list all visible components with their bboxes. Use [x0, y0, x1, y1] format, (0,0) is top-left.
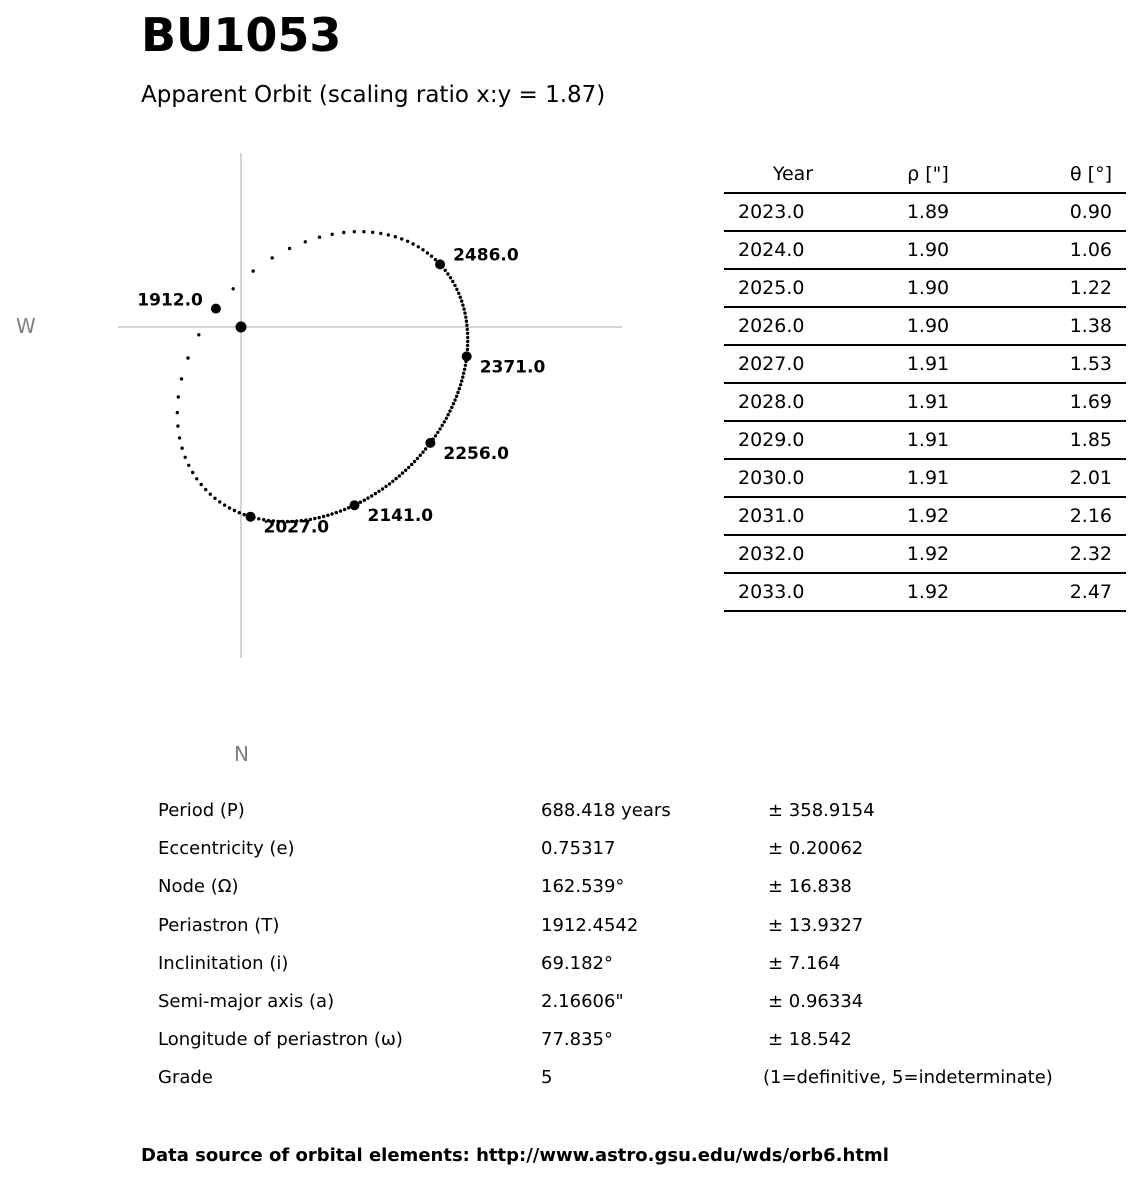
element-row: [158, 947, 1118, 985]
orbit-point: [460, 299, 463, 302]
table-row: [724, 459, 1126, 497]
orbit-point: [463, 368, 466, 371]
table-row: [724, 573, 1126, 611]
table-row: [724, 497, 1126, 535]
table-row: [724, 269, 1126, 307]
element-name: Longitude of periastron (ω): [158, 1029, 403, 1051]
element-value: 5: [541, 1067, 553, 1089]
orbit-point: [401, 471, 404, 474]
epoch-label: 1912.0: [137, 290, 203, 311]
element-value: 688.418 years: [541, 800, 671, 821]
cell-rho: 1.92: [906, 581, 950, 603]
cell-rho: 1.90: [906, 277, 950, 299]
orbit-point: [370, 494, 373, 497]
orbit-point: [400, 237, 403, 240]
orbit-point: [232, 287, 235, 290]
orbit-point: [434, 258, 437, 261]
orbit-point: [257, 517, 260, 520]
cell-rho: 1.90: [906, 239, 950, 261]
orbit-point: [394, 477, 397, 480]
cell-rho: 1.91: [906, 467, 950, 489]
cell-rho: 1.89: [906, 201, 950, 223]
orbit-point: [461, 375, 464, 378]
table-row: [724, 231, 1126, 269]
table-row: [724, 193, 1126, 231]
orbit-point: [218, 500, 221, 503]
orbit-point: [243, 513, 246, 516]
orbit-point: [384, 485, 387, 488]
cell-year: 2025.0: [738, 277, 805, 299]
orbit-point: [331, 233, 334, 236]
orbit-point: [288, 247, 291, 250]
cell-year: 2026.0: [738, 315, 805, 337]
epoch-marker: [435, 259, 445, 269]
cell-rho: 1.90: [906, 315, 950, 337]
orbit-point: [374, 492, 377, 495]
orbit-point: [404, 469, 407, 472]
header-year: Year: [772, 163, 814, 185]
epoch-marker: [211, 304, 221, 314]
orbit-point: [388, 482, 391, 485]
orbit-point: [419, 454, 422, 457]
orbit-path: [176, 230, 470, 523]
north-label: N: [234, 742, 249, 766]
element-row: [158, 794, 1118, 832]
orbit-point: [464, 364, 467, 367]
table-row: [724, 535, 1126, 573]
orbit-point: [394, 235, 397, 238]
orbit-point: [180, 447, 183, 450]
orbit-point: [233, 509, 236, 512]
cell-year: 2028.0: [738, 391, 805, 413]
orbit-point: [464, 316, 467, 319]
element-error: ± 7.164: [768, 952, 841, 974]
cell-theta: 1.69: [1069, 391, 1112, 413]
orbit-point: [457, 292, 460, 295]
orbit-point: [343, 508, 346, 511]
ephemeris-header-row: [724, 156, 1126, 193]
orbit-point: [416, 457, 419, 460]
orbit-point: [187, 464, 190, 467]
orbit-point: [228, 506, 231, 509]
orbit-point: [339, 509, 342, 512]
epoch-label: 2371.0: [479, 357, 546, 378]
orbit-point: [326, 514, 329, 517]
orbit-point: [459, 296, 462, 299]
orbit-point: [426, 251, 429, 254]
orbit-point: [406, 240, 409, 243]
orbit-point: [453, 284, 456, 287]
orbit-point: [176, 411, 179, 414]
epoch-label: 2141.0: [367, 506, 434, 527]
header-rho: ρ ["]: [907, 163, 949, 185]
orbit-point: [421, 248, 424, 251]
table-row: [724, 345, 1126, 383]
cell-rho: 1.92: [906, 505, 950, 527]
element-row: [158, 909, 1118, 947]
orbit-point: [411, 242, 414, 245]
orbit-point: [436, 431, 439, 434]
orbit-point: [379, 232, 382, 235]
orbit-point: [466, 328, 469, 331]
orbit-point: [446, 272, 449, 275]
orbit-point: [455, 288, 458, 291]
header-theta: θ [°]: [1070, 163, 1112, 185]
data-source-note: Data source of orbital elements: http://www.astro.gsu.edu/wds/orb6.html: [141, 1145, 889, 1166]
orbit-point: [452, 402, 455, 405]
orbit-point: [449, 276, 452, 279]
orbit-point: [195, 477, 198, 480]
orbit-plot: [0, 140, 720, 780]
orbit-point: [180, 377, 183, 380]
orbit-point: [318, 236, 321, 239]
epoch-label: 2027.0: [263, 517, 330, 538]
orbit-point: [213, 497, 216, 500]
orbit-point: [271, 256, 274, 259]
orbit-point: [460, 379, 463, 382]
element-name: Inclinitation (i): [158, 952, 289, 974]
table-row: [724, 383, 1126, 421]
orbit-point: [200, 483, 203, 486]
element-value: 69.182°: [541, 952, 613, 974]
orbit-point: [462, 372, 465, 375]
orbit-point: [448, 409, 451, 412]
page-subtitle: Apparent Orbit (scaling ratio x:y = 1.87): [141, 82, 606, 108]
orbit-point: [421, 451, 424, 454]
orbit-point: [177, 395, 180, 398]
orbit-point: [330, 512, 333, 515]
orbit-point: [456, 391, 459, 394]
orbit-point: [209, 493, 212, 496]
element-value: 77.835°: [541, 1029, 613, 1051]
element-error: ± 0.96334: [768, 990, 864, 1012]
orbit-point: [466, 344, 469, 347]
orbit-point: [466, 336, 469, 339]
orbit-point: [465, 320, 468, 323]
element-row: [158, 870, 1118, 908]
cell-year: 2027.0: [738, 353, 805, 375]
cell-year: 2033.0: [738, 581, 805, 603]
orbit-point: [441, 424, 444, 427]
orbit-point: [410, 463, 413, 466]
cell-year: 2031.0: [738, 505, 805, 527]
orbit-point: [176, 424, 179, 427]
orbit-point: [443, 420, 446, 423]
orbit-point: [391, 480, 394, 483]
orbit-point: [430, 255, 433, 258]
epoch-marker: [462, 351, 472, 361]
element-error: ± 358.9154: [768, 800, 875, 821]
cell-theta: 2.16: [1069, 505, 1112, 527]
element-name: Eccentricity (e): [158, 838, 295, 860]
epoch-label: 2486.0: [453, 245, 519, 266]
cell-theta: 2.47: [1069, 581, 1112, 603]
orbit-point: [461, 303, 464, 306]
orbit-point: [304, 240, 307, 243]
epoch-marker: [246, 512, 256, 522]
ephemeris-table: [724, 156, 1126, 612]
orbit-point: [445, 417, 448, 420]
orbit-point: [186, 356, 189, 359]
element-error: ± 16.838: [768, 876, 852, 898]
element-name: Node (Ω): [158, 876, 239, 898]
element-name: Grade: [158, 1067, 213, 1089]
cell-year: 2032.0: [738, 543, 805, 565]
element-value: 2.16606": [541, 990, 624, 1012]
orbit-point: [197, 333, 200, 336]
orbit-point: [413, 460, 416, 463]
orbit-point: [434, 434, 437, 437]
orbit-point: [450, 406, 453, 409]
cell-year: 2029.0: [738, 429, 805, 451]
orbit-point: [191, 471, 194, 474]
orbit-point: [417, 245, 420, 248]
element-name: Semi-major axis (a): [158, 990, 335, 1012]
cell-theta: 1.53: [1069, 353, 1112, 375]
orbit-point: [466, 340, 469, 343]
orbit-point: [335, 511, 338, 514]
orbit-point: [455, 395, 458, 398]
orbital-elements: [158, 794, 1118, 1100]
cell-theta: 1.22: [1069, 277, 1112, 299]
element-row: [158, 1023, 1118, 1061]
element-error: ± 0.20062: [768, 838, 864, 860]
cell-theta: 2.32: [1069, 543, 1112, 565]
orbit-point: [466, 332, 469, 335]
epoch-label: 2256.0: [443, 443, 510, 464]
orbit-point: [363, 499, 366, 502]
orbit-point: [178, 436, 181, 439]
cell-theta: 1.85: [1069, 429, 1112, 451]
orbit-point: [407, 466, 410, 469]
element-error: ± 13.9327: [768, 914, 864, 936]
orbit-point: [458, 387, 461, 390]
cell-year: 2024.0: [738, 239, 805, 261]
element-value: 1912.4542: [541, 914, 639, 936]
cell-theta: 1.38: [1069, 315, 1112, 337]
orbit-point: [459, 383, 462, 386]
element-name: Periastron (T): [158, 914, 280, 936]
orbit-point: [223, 503, 226, 506]
page-title: BU1053: [141, 8, 342, 62]
element-row: [158, 1061, 1118, 1099]
orbit-point: [353, 230, 356, 233]
cell-theta: 0.90: [1069, 201, 1112, 223]
orbit-point: [424, 447, 427, 450]
orbit-point: [184, 456, 187, 459]
element-row: [158, 832, 1118, 870]
cell-rho: 1.91: [906, 429, 950, 451]
orbit-point: [447, 413, 450, 416]
orbit-point: [204, 488, 207, 491]
orbit-point: [462, 307, 465, 310]
epoch-markers: [137, 245, 545, 537]
element-row: [158, 985, 1118, 1023]
cell-rho: 1.91: [906, 391, 950, 413]
orbit-point: [252, 269, 255, 272]
orbit-point: [359, 501, 362, 504]
cell-rho: 1.92: [906, 543, 950, 565]
orbit-point: [238, 511, 241, 514]
orbit-point: [387, 233, 390, 236]
cell-theta: 1.06: [1069, 239, 1112, 261]
orbit-point: [398, 474, 401, 477]
orbit-point: [463, 311, 466, 314]
element-value: 162.539°: [541, 876, 625, 898]
cell-rho: 1.91: [906, 353, 950, 375]
orbit-point: [342, 231, 345, 234]
epoch-marker: [425, 438, 435, 448]
table-row: [724, 421, 1126, 459]
element-error: (1=definitive, 5=indeterminate): [763, 1067, 1053, 1089]
element-value: 0.75317: [541, 838, 616, 860]
primary-star: [236, 322, 247, 333]
orbit-point: [451, 280, 454, 283]
table-row: [724, 307, 1126, 345]
cell-year: 2030.0: [738, 467, 805, 489]
orbit-point: [381, 487, 384, 490]
orbit-point: [362, 230, 365, 233]
cell-theta: 2.01: [1069, 467, 1112, 489]
element-name: Period (P): [158, 800, 245, 821]
orbit-point: [366, 496, 369, 499]
cell-year: 2023.0: [738, 201, 805, 223]
element-error: ± 18.542: [768, 1029, 852, 1051]
orbit-point: [377, 490, 380, 493]
orbit-point: [453, 398, 456, 401]
orbit-point: [465, 324, 468, 327]
orbit-point: [438, 427, 441, 430]
west-label: W: [16, 314, 36, 338]
epoch-marker: [350, 500, 360, 510]
orbit-point: [444, 269, 447, 272]
orbit-point: [466, 348, 469, 351]
orbit-point: [371, 231, 374, 234]
